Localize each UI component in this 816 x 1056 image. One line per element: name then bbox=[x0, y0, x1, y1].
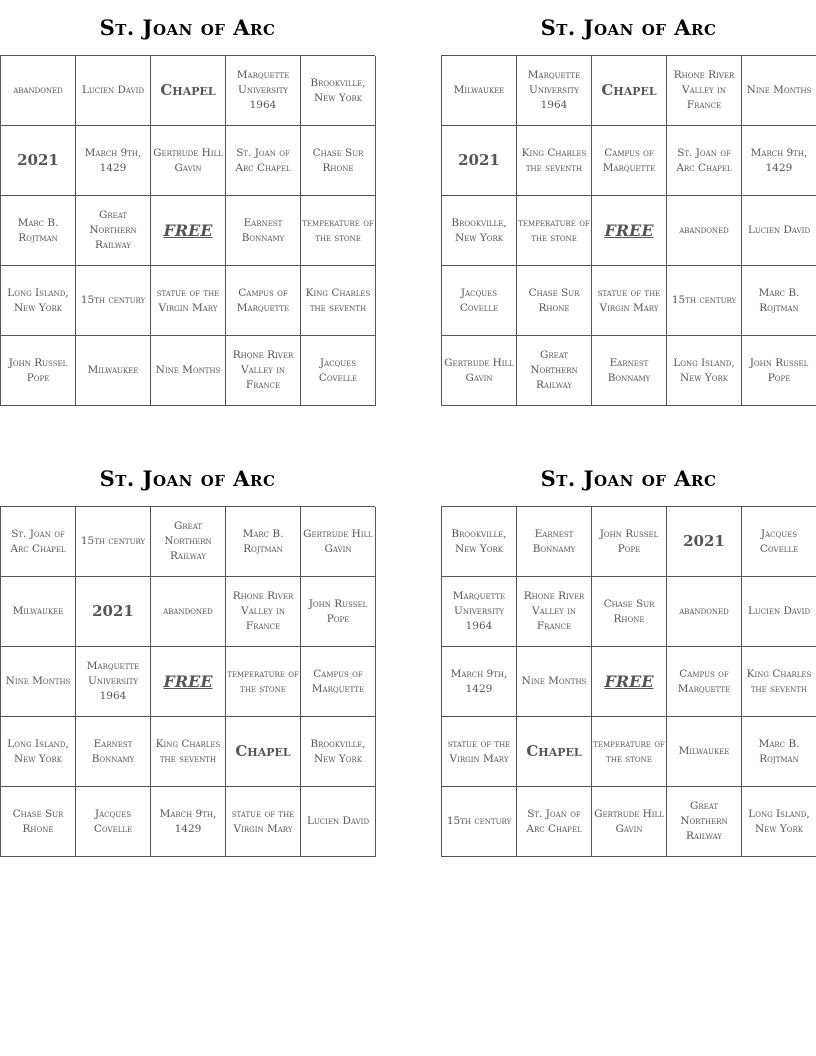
bingo-cell: Great Northern Railway bbox=[76, 196, 151, 266]
bingo-cell: temperature of the stone bbox=[226, 647, 301, 717]
bingo-cell: Earnest Bonnamy bbox=[76, 717, 151, 787]
bingo-cell: Lucien David bbox=[301, 787, 376, 857]
bingo-cell: King Charles the seventh bbox=[742, 647, 816, 717]
card-title: St. Joan of Arc bbox=[540, 15, 717, 40]
card-title: St. Joan of Arc bbox=[99, 466, 276, 491]
bingo-cell: Milwaukee bbox=[667, 717, 742, 787]
bingo-cell: March 9th, 1429 bbox=[76, 126, 151, 196]
bingo-cell: Gertrude Hill Gavin bbox=[301, 507, 376, 577]
bingo-cell: March 9th, 1429 bbox=[742, 126, 816, 196]
bingo-cell: Chase Sur Rhone bbox=[517, 266, 592, 336]
free-space-cell: FREE bbox=[151, 196, 226, 266]
bingo-cell: Earnest Bonnamy bbox=[592, 336, 667, 406]
bingo-cell: 15th century bbox=[442, 787, 517, 857]
bingo-cell: Nine Months bbox=[151, 336, 226, 406]
bingo-cell: Milwaukee bbox=[442, 56, 517, 126]
bingo-cell: Marc B. Rojtman bbox=[742, 717, 816, 787]
bingo-cell: Gertrude Hill Gavin bbox=[592, 787, 667, 857]
bingo-cell: 15th century bbox=[667, 266, 742, 336]
free-space-cell: FREE bbox=[592, 196, 667, 266]
bingo-cell: 2021 bbox=[1, 126, 76, 196]
bingo-cell: King Charles the seventh bbox=[151, 717, 226, 787]
bingo-cell: statue of the Virgin Mary bbox=[442, 717, 517, 787]
bingo-cell: John Russel Pope bbox=[1, 336, 76, 406]
bingo-grid bbox=[441, 506, 816, 857]
bingo-cell: abandoned bbox=[151, 577, 226, 647]
bingo-cell: March 9th, 1429 bbox=[442, 647, 517, 717]
bingo-cell: Great Northern Railway bbox=[517, 336, 592, 406]
bingo-card-2 bbox=[441, 0, 816, 406]
bingo-cell: Rhone River Valley in France bbox=[517, 577, 592, 647]
bingo-cell: 2021 bbox=[667, 507, 742, 577]
bingo-cell: Marquette University 1964 bbox=[442, 577, 517, 647]
bingo-cell: Marc B. Rojtman bbox=[1, 196, 76, 266]
bingo-cell: Nine Months bbox=[517, 647, 592, 717]
bingo-grid bbox=[0, 506, 375, 857]
bingo-cell: Lucien David bbox=[76, 56, 151, 126]
bingo-cell: St. Joan of Arc Chapel bbox=[667, 126, 742, 196]
bingo-cell: Rhone River Valley in France bbox=[226, 336, 301, 406]
bingo-cell: Chapel bbox=[517, 717, 592, 787]
bingo-cell: Marquette University 1964 bbox=[226, 56, 301, 126]
bingo-cell: John Russel Pope bbox=[592, 507, 667, 577]
bingo-cell: Brookville, New York bbox=[442, 196, 517, 266]
bingo-cell: John Russel Pope bbox=[301, 577, 376, 647]
bingo-cell: temperature of the stone bbox=[301, 196, 376, 266]
bingo-cell: Chapel bbox=[151, 56, 226, 126]
bingo-cell: Chase Sur Rhone bbox=[1, 787, 76, 857]
bingo-cell: March 9th, 1429 bbox=[151, 787, 226, 857]
bingo-cell: Nine Months bbox=[1, 647, 76, 717]
bingo-cell: temperature of the stone bbox=[592, 717, 667, 787]
bingo-cell: abandoned bbox=[667, 196, 742, 266]
bingo-grid bbox=[0, 55, 375, 406]
bingo-cell: Jacques Covelle bbox=[442, 266, 517, 336]
bingo-cell: Great Northern Railway bbox=[667, 787, 742, 857]
bingo-cell: Campus of Marquette bbox=[592, 126, 667, 196]
bingo-cell: Milwaukee bbox=[76, 336, 151, 406]
bingo-cell: Rhone River Valley in France bbox=[667, 56, 742, 126]
bingo-cell: Jacques Covelle bbox=[301, 336, 376, 406]
bingo-cell: Lucien David bbox=[742, 577, 816, 647]
bingo-cell: Gertrude Hill Gavin bbox=[442, 336, 517, 406]
bingo-cell: Chapel bbox=[226, 717, 301, 787]
bingo-cell: Earnest Bonnamy bbox=[517, 507, 592, 577]
bingo-cell: 15th century bbox=[76, 266, 151, 336]
bingo-cell: Chase Sur Rhone bbox=[592, 577, 667, 647]
bingo-cell: Nine Months bbox=[742, 56, 816, 126]
bingo-cell: statue of the Virgin Mary bbox=[226, 787, 301, 857]
bingo-cell: 2021 bbox=[442, 126, 517, 196]
bingo-cell: abandoned bbox=[667, 577, 742, 647]
bingo-cell: Brookville, New York bbox=[442, 507, 517, 577]
bingo-card-1 bbox=[0, 0, 375, 406]
bingo-cell: Long Island, New York bbox=[1, 717, 76, 787]
bingo-cell: Gertrude Hill Gavin bbox=[151, 126, 226, 196]
bingo-cell: statue of the Virgin Mary bbox=[592, 266, 667, 336]
bingo-cell: King Charles the seventh bbox=[301, 266, 376, 336]
bingo-card-4 bbox=[441, 451, 816, 857]
bingo-grid bbox=[441, 55, 816, 406]
free-space-cell: FREE bbox=[151, 647, 226, 717]
bingo-cell: 15th century bbox=[76, 507, 151, 577]
bingo-cell: Earnest Bonnamy bbox=[226, 196, 301, 266]
bingo-cell: Brookville, New York bbox=[301, 56, 376, 126]
card-title: St. Joan of Arc bbox=[540, 466, 717, 491]
bingo-cell: Brookville, New York bbox=[301, 717, 376, 787]
bingo-cell: Campus of Marquette bbox=[301, 647, 376, 717]
bingo-cell: Jacques Covelle bbox=[742, 507, 816, 577]
bingo-cell: abandoned bbox=[1, 56, 76, 126]
bingo-cell: Marc B. Rojtman bbox=[742, 266, 816, 336]
bingo-cell: Jacques Covelle bbox=[76, 787, 151, 857]
bingo-cell: statue of the Virgin Mary bbox=[151, 266, 226, 336]
bingo-cell: Lucien David bbox=[742, 196, 816, 266]
bingo-cell: Marquette University 1964 bbox=[76, 647, 151, 717]
bingo-cell: Campus of Marquette bbox=[667, 647, 742, 717]
bingo-cell: 2021 bbox=[76, 577, 151, 647]
bingo-cell: Marc B. Rojtman bbox=[226, 507, 301, 577]
free-space-cell: FREE bbox=[592, 647, 667, 717]
bingo-cell: St. Joan of Arc Chapel bbox=[226, 126, 301, 196]
bingo-cell: Chapel bbox=[592, 56, 667, 126]
bingo-cell: Great Northern Railway bbox=[151, 507, 226, 577]
bingo-cell: St. Joan of Arc Chapel bbox=[517, 787, 592, 857]
bingo-cell: Long Island, New York bbox=[1, 266, 76, 336]
card-title: St. Joan of Arc bbox=[99, 15, 276, 40]
bingo-cell: Milwaukee bbox=[1, 577, 76, 647]
bingo-cell: Long Island, New York bbox=[742, 787, 816, 857]
bingo-cell: temperature of the stone bbox=[517, 196, 592, 266]
bingo-cell: St. Joan of Arc Chapel bbox=[1, 507, 76, 577]
bingo-cell: John Russel Pope bbox=[742, 336, 816, 406]
bingo-card-3 bbox=[0, 451, 375, 857]
bingo-cell: Rhone River Valley in France bbox=[226, 577, 301, 647]
bingo-cell: Long Island, New York bbox=[667, 336, 742, 406]
bingo-cell: Campus of Marquette bbox=[226, 266, 301, 336]
bingo-cell: King Charles the seventh bbox=[517, 126, 592, 196]
bingo-cell: Marquette University 1964 bbox=[517, 56, 592, 126]
bingo-cell: Chase Sur Rhone bbox=[301, 126, 376, 196]
